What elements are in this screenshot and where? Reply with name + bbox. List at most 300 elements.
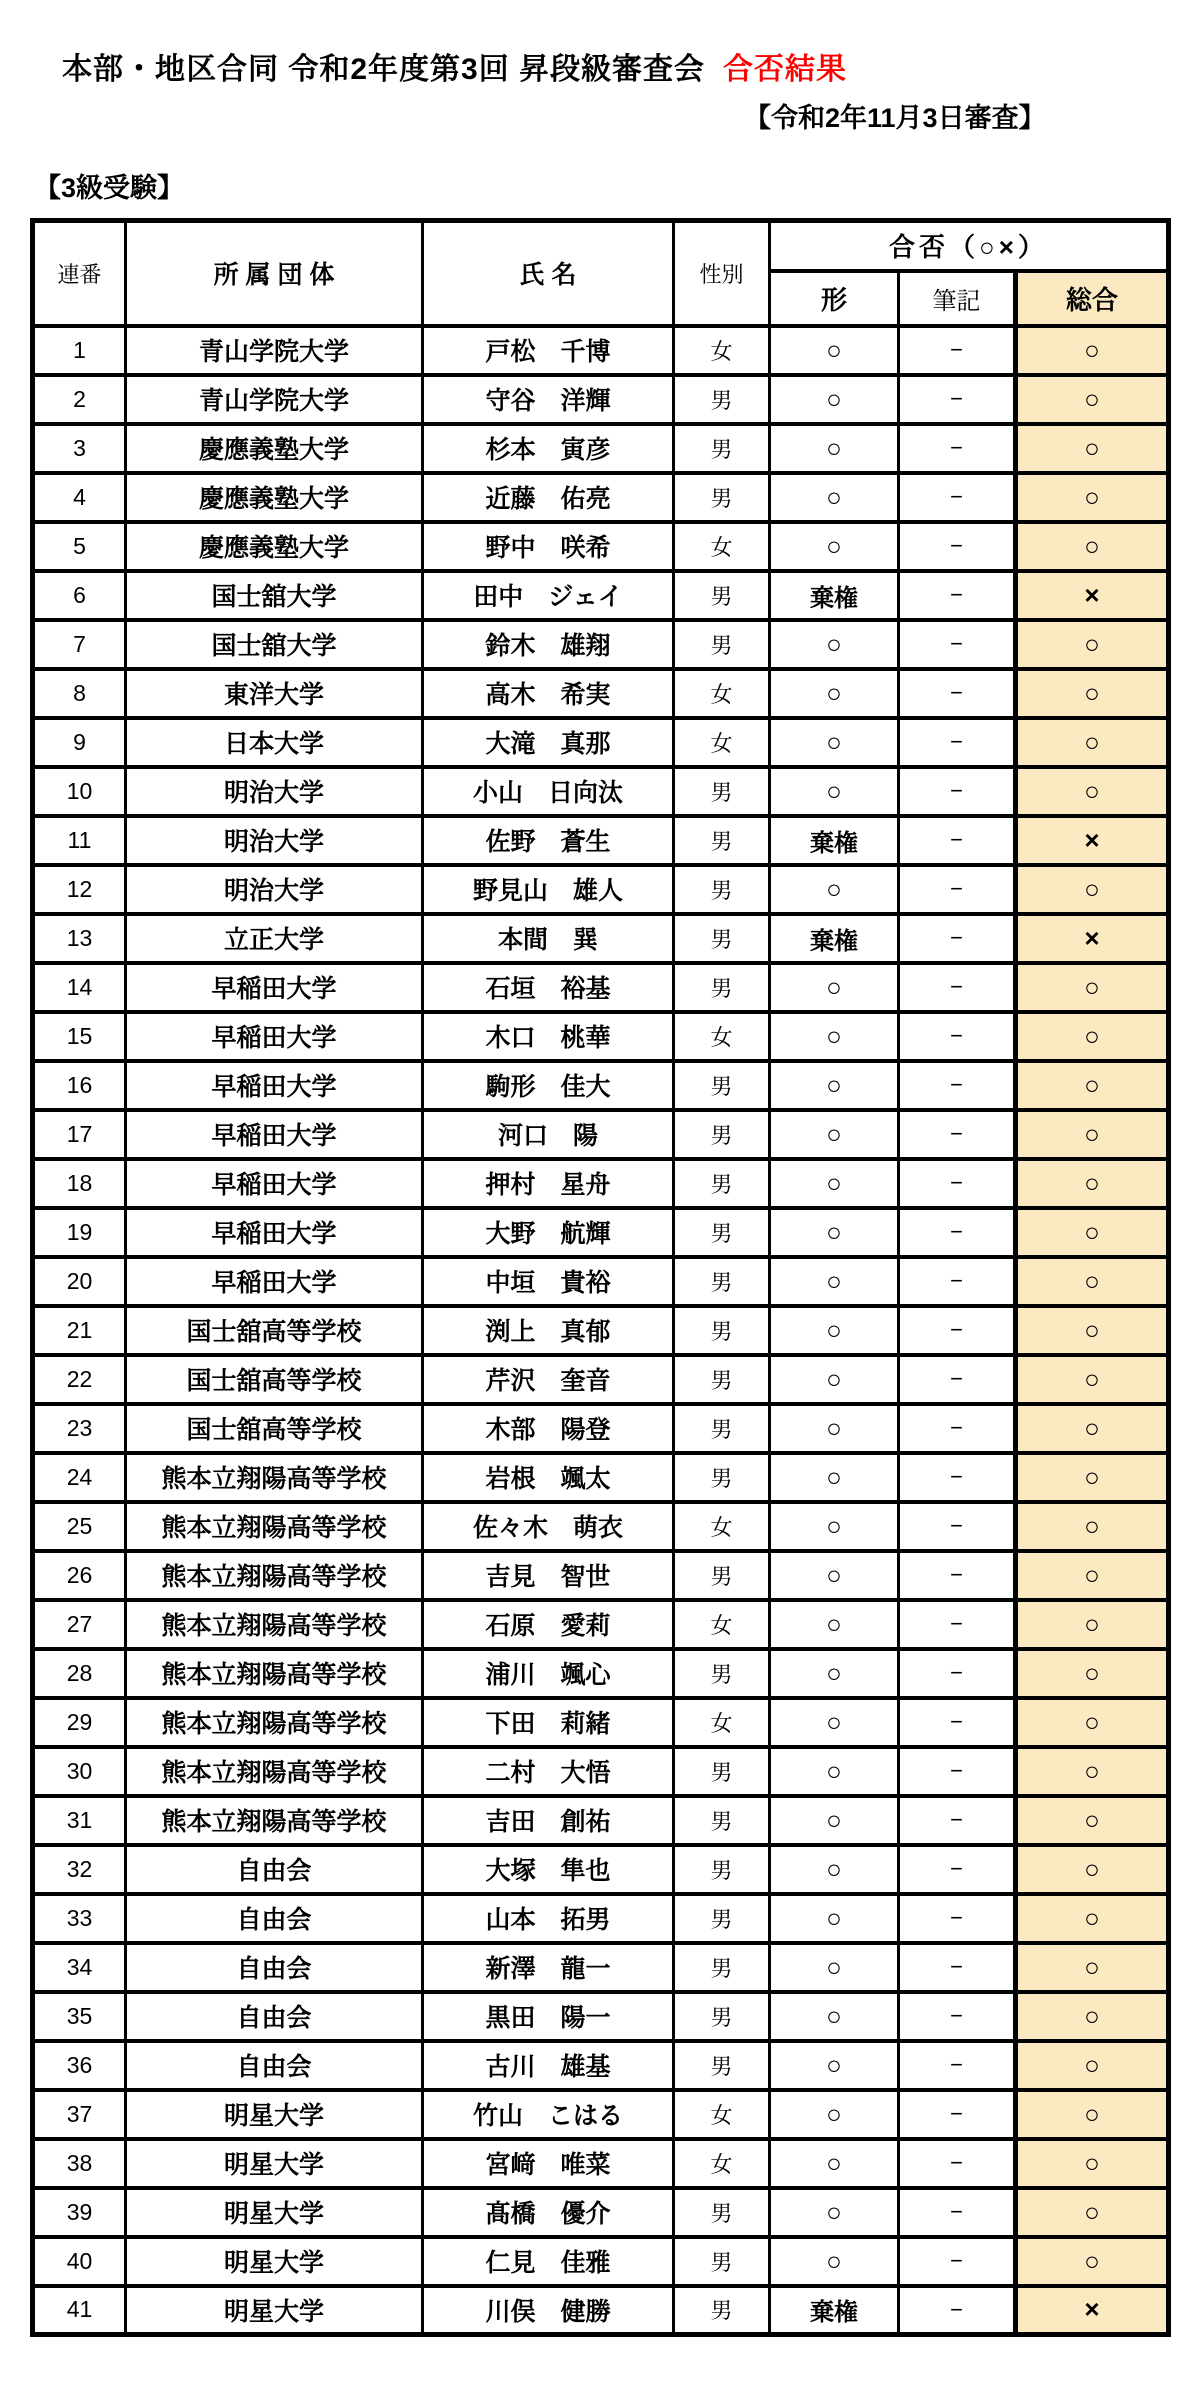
- kata-cell: ○: [770, 1600, 899, 1649]
- name-cell: 石垣 裕基: [423, 963, 674, 1012]
- name-cell: 佐々木 萌衣: [423, 1502, 674, 1551]
- gender-cell: 男: [674, 620, 770, 669]
- gender-cell: 男: [674, 2188, 770, 2237]
- name-cell: 鈴木 雄翔: [423, 620, 674, 669]
- name-cell: 黒田 陽一: [423, 1992, 674, 2041]
- gender-cell: 女: [674, 669, 770, 718]
- org-cell: 早稲田大学: [126, 1208, 423, 1257]
- written-cell: −: [899, 2090, 1016, 2139]
- overall-cell: ○: [1016, 424, 1169, 473]
- gender-cell: 男: [674, 1551, 770, 1600]
- kata-cell: ○: [770, 1747, 899, 1796]
- seq-cell: 18: [33, 1159, 126, 1208]
- name-cell: 野中 咲希: [423, 522, 674, 571]
- written-cell: −: [899, 718, 1016, 767]
- written-cell: −: [899, 1600, 1016, 1649]
- seq-cell: 35: [33, 1992, 126, 2041]
- table-row: [33, 816, 1169, 865]
- kata-cell: ○: [770, 2090, 899, 2139]
- written-cell: −: [899, 620, 1016, 669]
- seq-cell: 6: [33, 571, 126, 620]
- seq-cell: 4: [33, 473, 126, 522]
- name-cell: 吉田 創祐: [423, 1796, 674, 1845]
- overall-cell: ○: [1016, 1551, 1169, 1600]
- gender-cell: 男: [674, 1404, 770, 1453]
- table-row: [33, 1355, 1169, 1404]
- header-written: 筆記: [899, 271, 1016, 326]
- table-row: [33, 1110, 1169, 1159]
- table-row: [33, 1747, 1169, 1796]
- kata-cell: ○: [770, 473, 899, 522]
- gender-cell: 男: [674, 473, 770, 522]
- table-row: [33, 669, 1169, 718]
- gender-cell: 男: [674, 1943, 770, 1992]
- seq-cell: 24: [33, 1453, 126, 1502]
- org-cell: 国士舘大学: [126, 571, 423, 620]
- table-row: [33, 571, 1169, 620]
- gender-cell: 女: [674, 1012, 770, 1061]
- overall-cell: ○: [1016, 1894, 1169, 1943]
- table-row: [33, 1012, 1169, 1061]
- seq-cell: 37: [33, 2090, 126, 2139]
- seq-cell: 31: [33, 1796, 126, 1845]
- seq-cell: 32: [33, 1845, 126, 1894]
- overall-cell: ○: [1016, 1943, 1169, 1992]
- org-cell: 立正大学: [126, 914, 423, 963]
- table-row: [33, 2041, 1169, 2090]
- gender-cell: 女: [674, 522, 770, 571]
- seq-cell: 22: [33, 1355, 126, 1404]
- name-cell: 下田 莉緒: [423, 1698, 674, 1747]
- gender-cell: 男: [674, 1845, 770, 1894]
- name-cell: 木口 桃華: [423, 1012, 674, 1061]
- overall-cell: ○: [1016, 963, 1169, 1012]
- gender-cell: 女: [674, 1698, 770, 1747]
- gender-cell: 男: [674, 1110, 770, 1159]
- org-cell: 明星大学: [126, 2237, 423, 2286]
- table-row: [33, 424, 1169, 473]
- seq-cell: 26: [33, 1551, 126, 1600]
- kata-cell: ○: [770, 1698, 899, 1747]
- written-cell: −: [899, 1698, 1016, 1747]
- header-org: 所 属 団 体: [126, 221, 423, 326]
- org-cell: 早稲田大学: [126, 1257, 423, 1306]
- gender-cell: 男: [674, 1894, 770, 1943]
- overall-cell: ×: [1016, 571, 1169, 620]
- table-row: [33, 375, 1169, 424]
- name-cell: 二村 大悟: [423, 1747, 674, 1796]
- overall-cell: ○: [1016, 1502, 1169, 1551]
- name-cell: 大滝 真那: [423, 718, 674, 767]
- overall-cell: ○: [1016, 1355, 1169, 1404]
- org-cell: 熊本立翔陽高等学校: [126, 1502, 423, 1551]
- org-cell: 明治大学: [126, 767, 423, 816]
- kata-cell: ○: [770, 1649, 899, 1698]
- name-cell: 吉見 智世: [423, 1551, 674, 1600]
- section-label-grade3: 【3級受験】: [34, 173, 185, 203]
- seq-cell: 12: [33, 865, 126, 914]
- table-row: [33, 1404, 1169, 1453]
- gender-cell: 女: [674, 2090, 770, 2139]
- table-row: [33, 1894, 1169, 1943]
- written-cell: −: [899, 1061, 1016, 1110]
- overall-cell: ○: [1016, 375, 1169, 424]
- table-row: [33, 1845, 1169, 1894]
- kata-cell: ○: [770, 963, 899, 1012]
- org-cell: 熊本立翔陽高等学校: [126, 1796, 423, 1845]
- gender-cell: 男: [674, 1159, 770, 1208]
- table-row: [33, 1306, 1169, 1355]
- table-row: [33, 1600, 1169, 1649]
- table-row: [33, 1551, 1169, 1600]
- written-cell: −: [899, 1012, 1016, 1061]
- table-row: [33, 1257, 1169, 1306]
- org-cell: 慶應義塾大学: [126, 424, 423, 473]
- gender-cell: 男: [674, 1796, 770, 1845]
- org-cell: 早稲田大学: [126, 1159, 423, 1208]
- kata-cell: 棄権: [770, 571, 899, 620]
- header-gender: 性別: [674, 221, 770, 326]
- written-cell: −: [899, 1404, 1016, 1453]
- org-cell: 熊本立翔陽高等学校: [126, 1698, 423, 1747]
- page-title-main: 本部・地区合同 令和2年度第3回 昇段級審査会: [62, 53, 706, 86]
- overall-cell: ○: [1016, 1649, 1169, 1698]
- overall-cell: ○: [1016, 2041, 1169, 2090]
- name-cell: 大野 航輝: [423, 1208, 674, 1257]
- gender-cell: 男: [674, 2041, 770, 2090]
- overall-cell: ○: [1016, 326, 1169, 375]
- org-cell: 明治大学: [126, 816, 423, 865]
- name-cell: 竹山 こはる: [423, 2090, 674, 2139]
- kata-cell: ○: [770, 424, 899, 473]
- name-cell: 中垣 貴裕: [423, 1257, 674, 1306]
- gender-cell: 男: [674, 1453, 770, 1502]
- overall-cell: ○: [1016, 620, 1169, 669]
- kata-cell: 棄権: [770, 2286, 899, 2335]
- seq-cell: 41: [33, 2286, 126, 2335]
- kata-cell: ○: [770, 1943, 899, 1992]
- header-row-top: [33, 221, 1169, 271]
- kata-cell: ○: [770, 1796, 899, 1845]
- written-cell: −: [899, 1796, 1016, 1845]
- gender-cell: 男: [674, 1992, 770, 2041]
- name-cell: 古川 雄基: [423, 2041, 674, 2090]
- kata-cell: ○: [770, 522, 899, 571]
- overall-cell: ○: [1016, 1306, 1169, 1355]
- name-cell: 山本 拓男: [423, 1894, 674, 1943]
- header-seq: 連番: [33, 221, 126, 326]
- overall-cell: ○: [1016, 767, 1169, 816]
- name-cell: 髙橋 優介: [423, 2188, 674, 2237]
- gender-cell: 男: [674, 767, 770, 816]
- overall-cell: ○: [1016, 1110, 1169, 1159]
- page-title-highlight: 合否結果: [723, 53, 848, 86]
- table-row: [33, 2188, 1169, 2237]
- kata-cell: ○: [770, 1208, 899, 1257]
- name-cell: 野見山 雄人: [423, 865, 674, 914]
- overall-cell: ○: [1016, 1600, 1169, 1649]
- table-row: [33, 1649, 1169, 1698]
- written-cell: −: [899, 1551, 1016, 1600]
- written-cell: −: [899, 571, 1016, 620]
- kata-cell: ○: [770, 1453, 899, 1502]
- org-cell: 早稲田大学: [126, 1061, 423, 1110]
- seq-cell: 17: [33, 1110, 126, 1159]
- gender-cell: 男: [674, 1306, 770, 1355]
- gender-cell: 男: [674, 2286, 770, 2335]
- written-cell: −: [899, 1894, 1016, 1943]
- table-row: [33, 1698, 1169, 1747]
- name-cell: 大塚 隼也: [423, 1845, 674, 1894]
- written-cell: −: [899, 522, 1016, 571]
- org-cell: 明星大学: [126, 2188, 423, 2237]
- overall-cell: ○: [1016, 1845, 1169, 1894]
- header-overall: 総合: [1016, 271, 1169, 326]
- table-row: [33, 1502, 1169, 1551]
- gender-cell: 男: [674, 1747, 770, 1796]
- name-cell: 石原 愛莉: [423, 1600, 674, 1649]
- seq-cell: 1: [33, 326, 126, 375]
- written-cell: −: [899, 669, 1016, 718]
- page-title: [62, 44, 847, 88]
- seq-cell: 3: [33, 424, 126, 473]
- seq-cell: 11: [33, 816, 126, 865]
- kata-cell: ○: [770, 718, 899, 767]
- name-cell: 守谷 洋輝: [423, 375, 674, 424]
- table-row: [33, 2139, 1169, 2188]
- name-cell: 高木 希実: [423, 669, 674, 718]
- written-cell: −: [899, 2286, 1016, 2335]
- kata-cell: ○: [770, 2237, 899, 2286]
- seq-cell: 2: [33, 375, 126, 424]
- written-cell: −: [899, 816, 1016, 865]
- name-cell: 河口 陽: [423, 1110, 674, 1159]
- gender-cell: 女: [674, 718, 770, 767]
- org-cell: 自由会: [126, 1943, 423, 1992]
- org-cell: 熊本立翔陽高等学校: [126, 1551, 423, 1600]
- seq-cell: 8: [33, 669, 126, 718]
- name-cell: 戸松 千博: [423, 326, 674, 375]
- kata-cell: ○: [770, 326, 899, 375]
- overall-cell: ○: [1016, 1061, 1169, 1110]
- written-cell: −: [899, 914, 1016, 963]
- gender-cell: 男: [674, 1257, 770, 1306]
- seq-cell: 15: [33, 1012, 126, 1061]
- overall-cell: ×: [1016, 816, 1169, 865]
- kata-cell: 棄権: [770, 914, 899, 963]
- gender-cell: 男: [674, 375, 770, 424]
- written-cell: −: [899, 424, 1016, 473]
- overall-cell: ○: [1016, 473, 1169, 522]
- table-row: [33, 473, 1169, 522]
- overall-cell: ○: [1016, 2188, 1169, 2237]
- kata-cell: ○: [770, 1061, 899, 1110]
- table-row: [33, 1159, 1169, 1208]
- written-cell: −: [899, 1159, 1016, 1208]
- overall-cell: ×: [1016, 2286, 1169, 2335]
- header-name: 氏 名: [423, 221, 674, 326]
- written-cell: −: [899, 767, 1016, 816]
- org-cell: 熊本立翔陽高等学校: [126, 1600, 423, 1649]
- table-row: [33, 1992, 1169, 2041]
- seq-cell: 40: [33, 2237, 126, 2286]
- gender-cell: 男: [674, 1061, 770, 1110]
- name-cell: 近藤 佑亮: [423, 473, 674, 522]
- written-cell: −: [899, 375, 1016, 424]
- org-cell: 明治大学: [126, 865, 423, 914]
- table-row: [33, 767, 1169, 816]
- gender-cell: 女: [674, 326, 770, 375]
- written-cell: −: [899, 1453, 1016, 1502]
- name-cell: 木部 陽登: [423, 1404, 674, 1453]
- written-cell: −: [899, 2188, 1016, 2237]
- kata-cell: ○: [770, 1159, 899, 1208]
- table-row: [33, 1061, 1169, 1110]
- org-cell: 自由会: [126, 2041, 423, 2090]
- kata-cell: ○: [770, 1257, 899, 1306]
- exam-date-note: 【令和2年11月3日審査】: [744, 103, 1046, 133]
- org-cell: 早稲田大学: [126, 963, 423, 1012]
- name-cell: 田中 ジェイ: [423, 571, 674, 620]
- org-cell: 東洋大学: [126, 669, 423, 718]
- seq-cell: 25: [33, 1502, 126, 1551]
- header-result-group: 合否（○×）: [770, 221, 1169, 271]
- written-cell: −: [899, 2139, 1016, 2188]
- overall-cell: ○: [1016, 1992, 1169, 2041]
- name-cell: 新澤 龍一: [423, 1943, 674, 1992]
- name-cell: 川俣 健勝: [423, 2286, 674, 2335]
- written-cell: −: [899, 1502, 1016, 1551]
- written-cell: −: [899, 1943, 1016, 1992]
- seq-cell: 33: [33, 1894, 126, 1943]
- written-cell: −: [899, 1992, 1016, 2041]
- kata-cell: ○: [770, 1404, 899, 1453]
- results-table-header: [33, 221, 1169, 326]
- kata-cell: ○: [770, 669, 899, 718]
- overall-cell: ○: [1016, 1257, 1169, 1306]
- name-cell: 渕上 真郁: [423, 1306, 674, 1355]
- overall-cell: ○: [1016, 1796, 1169, 1845]
- org-cell: 青山学院大学: [126, 375, 423, 424]
- written-cell: −: [899, 1355, 1016, 1404]
- overall-cell: ○: [1016, 2237, 1169, 2286]
- name-cell: 駒形 佳大: [423, 1061, 674, 1110]
- table-row: [33, 914, 1169, 963]
- org-cell: 明星大学: [126, 2286, 423, 2335]
- seq-cell: 13: [33, 914, 126, 963]
- kata-cell: ○: [770, 1502, 899, 1551]
- kata-cell: ○: [770, 375, 899, 424]
- kata-cell: ○: [770, 2041, 899, 2090]
- name-cell: 押村 星舟: [423, 1159, 674, 1208]
- seq-cell: 23: [33, 1404, 126, 1453]
- org-cell: 明星大学: [126, 2139, 423, 2188]
- table-row: [33, 2286, 1169, 2335]
- table-row: [33, 2090, 1169, 2139]
- gender-cell: 男: [674, 914, 770, 963]
- seq-cell: 20: [33, 1257, 126, 1306]
- table-row: [33, 1943, 1169, 1992]
- seq-cell: 7: [33, 620, 126, 669]
- written-cell: −: [899, 1649, 1016, 1698]
- name-cell: 本間 巽: [423, 914, 674, 963]
- written-cell: −: [899, 1306, 1016, 1355]
- overall-cell: ○: [1016, 1159, 1169, 1208]
- kata-cell: 棄権: [770, 816, 899, 865]
- kata-cell: ○: [770, 1110, 899, 1159]
- seq-cell: 30: [33, 1747, 126, 1796]
- written-cell: −: [899, 1257, 1016, 1306]
- org-cell: 早稲田大学: [126, 1110, 423, 1159]
- org-cell: 明星大学: [126, 2090, 423, 2139]
- table-row: [33, 522, 1169, 571]
- results-table-body: [33, 326, 1169, 2335]
- gender-cell: 男: [674, 1355, 770, 1404]
- gender-cell: 女: [674, 1600, 770, 1649]
- seq-cell: 10: [33, 767, 126, 816]
- org-cell: 国士舘高等学校: [126, 1306, 423, 1355]
- overall-cell: ×: [1016, 914, 1169, 963]
- results-table: [30, 218, 1171, 2337]
- org-cell: 日本大学: [126, 718, 423, 767]
- org-cell: 慶應義塾大学: [126, 473, 423, 522]
- written-cell: −: [899, 2237, 1016, 2286]
- table-row: [33, 2237, 1169, 2286]
- gender-cell: 女: [674, 2139, 770, 2188]
- kata-cell: ○: [770, 1306, 899, 1355]
- seq-cell: 28: [33, 1649, 126, 1698]
- kata-cell: ○: [770, 1012, 899, 1061]
- kata-cell: ○: [770, 1355, 899, 1404]
- table-row: [33, 326, 1169, 375]
- gender-cell: 男: [674, 571, 770, 620]
- kata-cell: ○: [770, 1845, 899, 1894]
- seq-cell: 39: [33, 2188, 126, 2237]
- name-cell: 小山 日向汰: [423, 767, 674, 816]
- table-row: [33, 1453, 1169, 1502]
- name-cell: 仁見 佳雅: [423, 2237, 674, 2286]
- overall-cell: ○: [1016, 718, 1169, 767]
- overall-cell: ○: [1016, 2139, 1169, 2188]
- kata-cell: ○: [770, 2139, 899, 2188]
- overall-cell: ○: [1016, 1698, 1169, 1747]
- seq-cell: 38: [33, 2139, 126, 2188]
- overall-cell: ○: [1016, 669, 1169, 718]
- gender-cell: 男: [674, 865, 770, 914]
- name-cell: 芹沢 奎音: [423, 1355, 674, 1404]
- name-cell: 岩根 颯太: [423, 1453, 674, 1502]
- written-cell: −: [899, 473, 1016, 522]
- written-cell: −: [899, 1110, 1016, 1159]
- overall-cell: ○: [1016, 865, 1169, 914]
- name-cell: 杉本 寅彦: [423, 424, 674, 473]
- kata-cell: ○: [770, 865, 899, 914]
- header-kata: 形: [770, 271, 899, 326]
- name-cell: 佐野 蒼生: [423, 816, 674, 865]
- seq-cell: 5: [33, 522, 126, 571]
- overall-cell: ○: [1016, 2090, 1169, 2139]
- gender-cell: 男: [674, 816, 770, 865]
- gender-cell: 男: [674, 424, 770, 473]
- written-cell: −: [899, 865, 1016, 914]
- org-cell: 慶應義塾大学: [126, 522, 423, 571]
- kata-cell: ○: [770, 1551, 899, 1600]
- org-cell: 自由会: [126, 1992, 423, 2041]
- name-cell: 浦川 颯心: [423, 1649, 674, 1698]
- name-cell: 宮﨑 唯菜: [423, 2139, 674, 2188]
- seq-cell: 27: [33, 1600, 126, 1649]
- overall-cell: ○: [1016, 1208, 1169, 1257]
